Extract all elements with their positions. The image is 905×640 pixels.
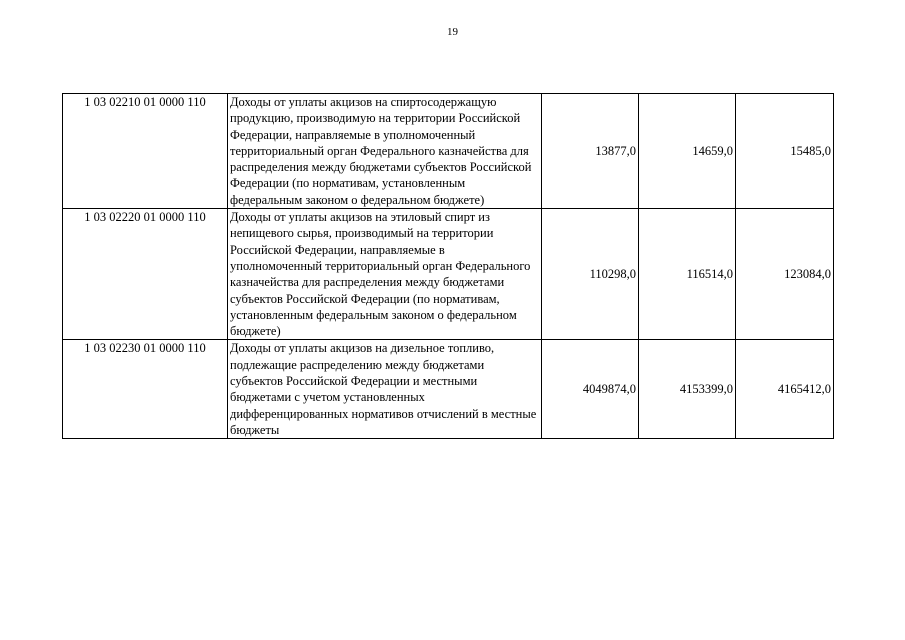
budget-classification-code: 1 03 02220 01 0000 110 bbox=[63, 209, 228, 340]
amount-year-3: 4165412,0 bbox=[736, 340, 834, 439]
amount-year-2: 14659,0 bbox=[639, 94, 736, 209]
amount-year-1: 110298,0 bbox=[542, 209, 639, 340]
amount-year-1: 13877,0 bbox=[542, 94, 639, 209]
amount-year-3: 123084,0 bbox=[736, 209, 834, 340]
table-row bbox=[63, 94, 834, 209]
budget-classification-code: 1 03 02230 01 0000 110 bbox=[63, 340, 228, 439]
budget-classification-code: 1 03 02210 01 0000 110 bbox=[63, 94, 228, 209]
table-row bbox=[63, 209, 834, 340]
budget-revenue-table bbox=[62, 93, 834, 439]
revenue-description: Доходы от уплаты акцизов на дизельное топливо, подлежащие распределению между бюджетами субъектов Российской Федерации и местными бюджетами с учетом установленных дифференцированных нормативов отчислений в местные бюджеты bbox=[228, 340, 542, 439]
revenue-description: Доходы от уплаты акцизов на спиртосодержащую продукцию, производимую на территории Российской Федерации, направляемые в уполномоченный территориальный орган Федерального казначейства для распределения между бюджетами субъектов Российской Федерации (по нормативам, установленным федеральным законом о федеральном бюджете) bbox=[228, 94, 542, 209]
amount-year-2: 4153399,0 bbox=[639, 340, 736, 439]
revenue-description: Доходы от уплаты акцизов на этиловый спирт из непищевого сырья, производимый на территории Российской Федерации, направляемые в уполномоченный территориальный орган Федерального казначейства для распределения между бюджетами субъектов Российской Федерации (по нормативам, установленным федеральным законом о федеральном бюджете) bbox=[228, 209, 542, 340]
amount-year-1: 4049874,0 bbox=[542, 340, 639, 439]
amount-year-2: 116514,0 bbox=[639, 209, 736, 340]
amount-year-3: 15485,0 bbox=[736, 94, 834, 209]
page-number: 19 bbox=[447, 26, 458, 38]
table-row bbox=[63, 340, 834, 439]
